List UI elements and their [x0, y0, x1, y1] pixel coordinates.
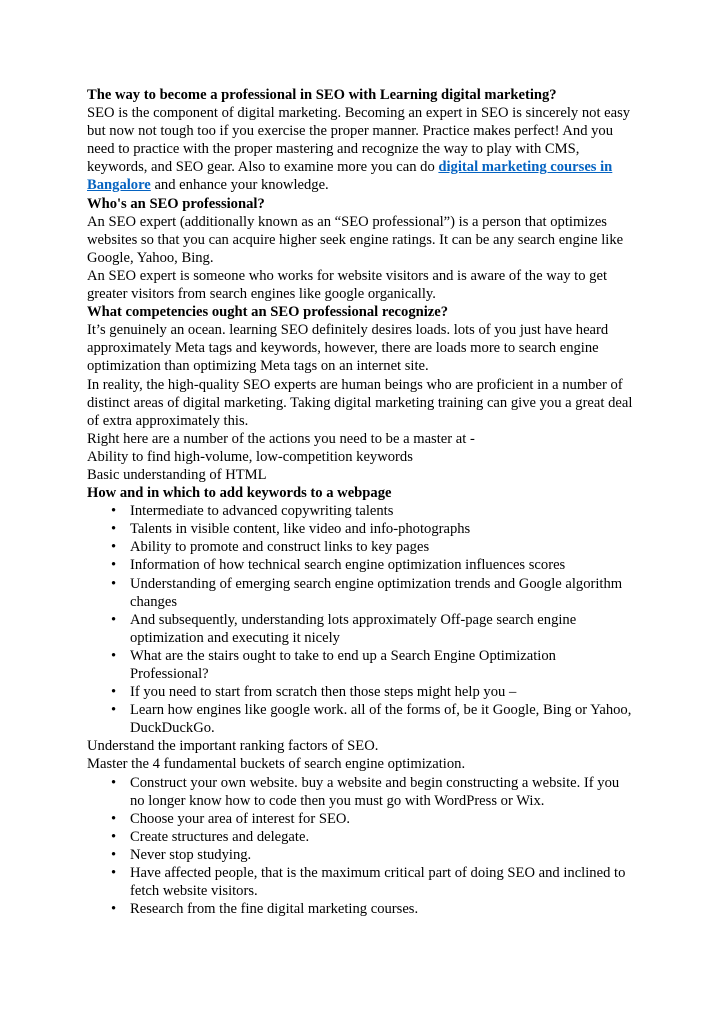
bullet-icon: •: [111, 702, 117, 719]
list-item: [87, 520, 635, 538]
list-item: [87, 701, 635, 737]
bullet-icon: •: [111, 503, 117, 520]
list-item: [87, 556, 635, 574]
heading-add-keywords: How and in which to add keywords to a webpage: [87, 485, 392, 502]
list-item: [87, 575, 635, 611]
bullet-icon: •: [111, 521, 117, 538]
bullet-icon: •: [111, 684, 117, 701]
paragraph-ocean: It’s genuinely an ocean. learning SEO definitely desires loads. lots of you just have heard approximately Meta tags and keywords, however, there are loads more to search engine optimization than optimizing Meta tags on an internet site.: [87, 322, 609, 375]
list-item-text: Never stop studying.: [130, 846, 252, 863]
bullet-icon: •: [111, 539, 117, 556]
list-item-text: Research from the fine digital marketing courses.: [130, 901, 419, 918]
list-item: [87, 502, 635, 520]
bullet-list-steps: [87, 774, 635, 919]
bullet-icon: •: [111, 865, 117, 882]
list-item-text: Have affected people, that is the maximum critical part of doing SEO and inclined to fetch website visitors.: [130, 865, 626, 900]
list-item-text: If you need to start from scratch then those steps might help you –: [130, 684, 517, 701]
bullet-icon: •: [111, 810, 117, 827]
bullet-icon: •: [111, 774, 117, 791]
heading-who-is-seo-professional: Who's an SEO professional?: [87, 195, 265, 212]
list-item: [87, 828, 635, 846]
intro-text-end: and enhance your knowledge.: [150, 177, 329, 194]
list-item-text: Choose your area of interest for SEO.: [130, 810, 351, 827]
list-item: [87, 846, 635, 864]
list-item-text: Talents in visible content, like video and info-photographs: [130, 521, 471, 538]
heading-competencies: What competencies ought an SEO professional recognize?: [87, 304, 449, 321]
list-item-text: What are the stairs ought to take to end up a Search Engine Optimization Professional?: [130, 647, 556, 682]
paragraph-keywords-ability: Ability to find high-volume, low-competition keywords: [87, 448, 413, 465]
digital-marketing-courses-link[interactable]: digital marketing courses in Bangalore: [87, 159, 613, 194]
list-item: [87, 774, 635, 810]
list-item: [87, 647, 635, 683]
list-item: [87, 538, 635, 556]
bullet-icon: •: [111, 557, 117, 574]
paragraph-seo-expert-visitors: An SEO expert is someone who works for website visitors and is aware of the way to get greater visitors from search engines like google organically.: [87, 267, 607, 303]
paragraph-seo-expert-definition: An SEO expert (additionally known as an “SEO professional”) is a person that optimizes websites so that you can acquire higher seek engine ratings. It can be any search engine like Google, Yahoo, Bing.: [87, 213, 624, 266]
list-item: [87, 864, 635, 900]
paragraph-ranking-factors: Understand the important ranking factors of SEO.: [87, 738, 379, 755]
heading-become-seo-professional: The way to become a professional in SEO with Learning digital marketing?: [87, 87, 557, 103]
bullet-icon: •: [111, 846, 117, 863]
bullet-icon: •: [111, 647, 117, 664]
list-item: [87, 810, 635, 828]
list-item: [87, 611, 635, 647]
paragraph-intro: [87, 104, 635, 194]
paragraph-buckets: Master the 4 fundamental buckets of search engine optimization.: [87, 756, 466, 773]
list-item-text: Learn how engines like google work. all of the forms of, be it Google, Bing or Yahoo, DuckDuckGo.: [130, 702, 632, 737]
list-item: [87, 683, 635, 701]
list-item-text: Construct your own website. buy a website and begin constructing a website. If you no longer know how to code then you must go with WordPress or Wix.: [130, 774, 620, 809]
list-item-text: And subsequently, understanding lots approximately Off-page search engine optimization and executing it nicely: [130, 611, 577, 646]
list-item-text: Information of how technical search engine optimization influences scores: [130, 557, 566, 574]
intro-text: SEO is the component of digital marketing. Becoming an expert in SEO is sincerely not easy but now not tough too if you exercise the proper manner. Practice makes perfect! And you need to practice with the proper mastering and recognize the way to play with CMS, keywords, and SEO gear. Also to examine more you can do: [87, 105, 631, 176]
document-page: [87, 86, 635, 918]
list-item-text: Intermediate to advanced copywriting talents: [130, 503, 394, 520]
list-item-text: Understanding of emerging search engine optimization trends and Google algorithm changes: [130, 575, 623, 610]
list-item-text: Ability to promote and construct links to key pages: [130, 539, 430, 556]
bullet-icon: •: [111, 575, 117, 592]
paragraph-reality: In reality, the high-quality SEO experts are human beings who are proficient in a number of distinct areas of digital marketing. Taking digital marketing training can give you a great deal of extra approximately this.: [87, 376, 633, 429]
paragraph-html: Basic understanding of HTML: [87, 466, 267, 483]
list-item: [87, 900, 635, 918]
bullet-icon: •: [111, 901, 117, 918]
paragraph-actions: Right here are a number of the actions you need to be a master at -: [87, 430, 475, 447]
list-item-text: Create structures and delegate.: [130, 828, 310, 845]
bullet-icon: •: [111, 828, 117, 845]
bullet-icon: •: [111, 611, 117, 628]
bullet-list-skills: [87, 502, 635, 737]
